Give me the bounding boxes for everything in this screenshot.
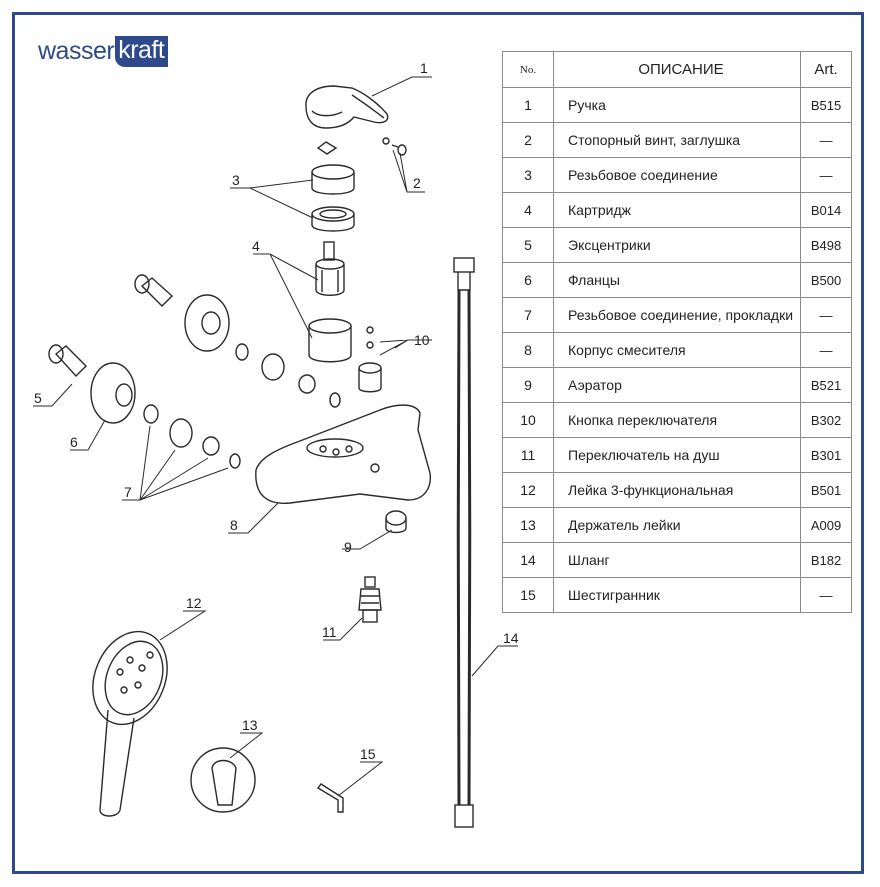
callout-9: 9 — [344, 539, 352, 555]
row-description: Картридж — [554, 193, 801, 228]
row-no: 9 — [503, 368, 554, 403]
row-no: 10 — [503, 403, 554, 438]
row-no: 14 — [503, 543, 554, 578]
table-row — [503, 508, 852, 543]
row-no: 5 — [503, 228, 554, 263]
callout-13: 13 — [242, 717, 258, 733]
row-description: Ручка — [554, 88, 801, 123]
brand-text-left: wasser — [38, 36, 115, 65]
table-row — [503, 228, 852, 263]
row-art: — — [801, 123, 852, 158]
callout-14: 14 — [503, 630, 519, 646]
table-row — [503, 473, 852, 508]
callout-12: 12 — [186, 595, 202, 611]
table-row — [503, 123, 852, 158]
row-description: Эксцентрики — [554, 228, 801, 263]
row-art: B521 — [801, 368, 852, 403]
row-description: Резьбовое соединение — [554, 158, 801, 193]
header-art: Art. — [801, 52, 852, 88]
header-no: No. — [503, 52, 554, 88]
row-art: B182 — [801, 543, 852, 578]
callout-7: 7 — [124, 484, 132, 500]
part-cartridge — [309, 242, 351, 362]
part-hose — [454, 258, 474, 827]
callout-8: 8 — [230, 517, 238, 533]
brand-text-right: kraft — [115, 36, 168, 67]
parts-table — [502, 51, 852, 613]
table-row — [503, 298, 852, 333]
row-no: 4 — [503, 193, 554, 228]
part-handle — [306, 86, 388, 128]
row-art: B500 — [801, 263, 852, 298]
row-art: B515 — [801, 88, 852, 123]
row-art: — — [801, 333, 852, 368]
row-no: 6 — [503, 263, 554, 298]
row-no: 7 — [503, 298, 554, 333]
table-row — [503, 403, 852, 438]
header-description: ОПИСАНИЕ — [554, 52, 801, 88]
row-no: 12 — [503, 473, 554, 508]
callout-3: 3 — [232, 172, 240, 188]
callout-4: 4 — [252, 238, 260, 254]
table-row — [503, 193, 852, 228]
part-threaded-rings — [312, 165, 354, 231]
row-description: Шланг — [554, 543, 801, 578]
row-art: B498 — [801, 228, 852, 263]
part-shower-head — [80, 620, 181, 816]
row-no: 15 — [503, 578, 554, 613]
row-art: — — [801, 158, 852, 193]
row-description: Переключатель на душ — [554, 438, 801, 473]
row-description: Лейка 3-функциональная — [554, 473, 801, 508]
table-row — [503, 543, 852, 578]
table-row — [503, 368, 852, 403]
row-art: A009 — [801, 508, 852, 543]
row-no: 11 — [503, 438, 554, 473]
part-diverter — [359, 577, 381, 622]
callout-15: 15 — [360, 746, 376, 762]
row-description: Кнопка переключателя — [554, 403, 801, 438]
part-switch-button — [359, 327, 381, 392]
row-art: — — [801, 298, 852, 333]
part-aerator — [386, 511, 406, 533]
callout-10: 10 — [414, 332, 430, 348]
part-screws — [383, 138, 406, 155]
table-row — [503, 263, 852, 298]
table-row — [503, 578, 852, 613]
part-mixer-body — [256, 405, 431, 503]
row-art: B014 — [801, 193, 852, 228]
row-description: Аэратор — [554, 368, 801, 403]
row-no: 13 — [503, 508, 554, 543]
row-no: 1 — [503, 88, 554, 123]
row-description: Корпус смесителя — [554, 333, 801, 368]
row-description: Держатель лейки — [554, 508, 801, 543]
callout-2: 2 — [413, 175, 421, 191]
table-header-row — [503, 52, 852, 88]
table-row — [503, 158, 852, 193]
row-art: B302 — [801, 403, 852, 438]
row-art: — — [801, 578, 852, 613]
row-no: 8 — [503, 333, 554, 368]
row-description: Стопорный винт, заглушка — [554, 123, 801, 158]
row-description: Шестигранник — [554, 578, 801, 613]
row-no: 3 — [503, 158, 554, 193]
table-row — [503, 88, 852, 123]
row-art: B501 — [801, 473, 852, 508]
row-no: 2 — [503, 123, 554, 158]
row-description: Фланцы — [554, 263, 801, 298]
table-row — [503, 333, 852, 368]
part-holder — [191, 748, 255, 812]
callout-5: 5 — [34, 390, 42, 406]
part-hex-key — [318, 784, 343, 812]
callout-11: 11 — [322, 624, 337, 640]
part-square — [318, 142, 336, 154]
row-art: B301 — [801, 438, 852, 473]
callout-6: 6 — [70, 434, 78, 450]
callout-1: 1 — [420, 60, 428, 76]
row-description: Резьбовое соединение, прокладки — [554, 298, 801, 333]
table-row — [503, 438, 852, 473]
